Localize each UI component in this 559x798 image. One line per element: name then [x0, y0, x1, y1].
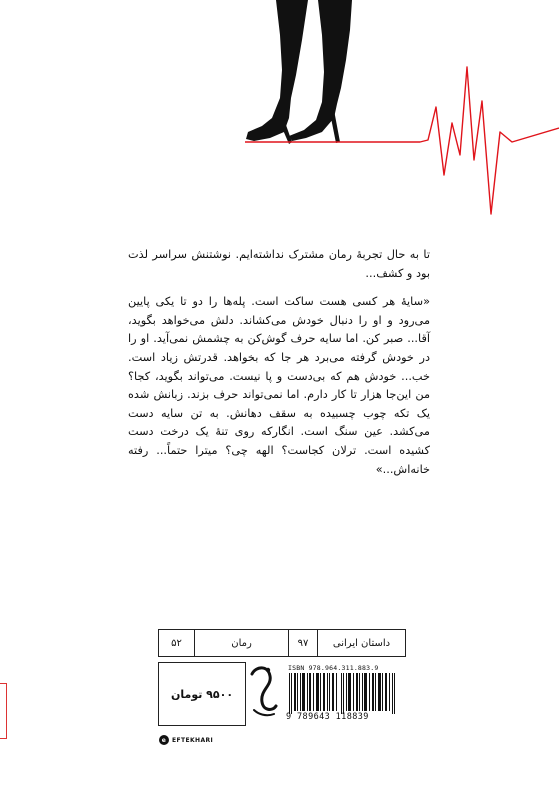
left-heel	[283, 125, 292, 144]
category-code: ۹۷	[288, 630, 317, 656]
publisher-imprint	[159, 735, 213, 745]
genre-code: ۵۲	[171, 637, 182, 649]
isbn-number: ISBN 978.964.311.883.9	[288, 664, 379, 672]
high-heel-legs-silhouette	[246, 0, 352, 144]
catalog-row	[158, 629, 406, 657]
right-heel	[331, 110, 340, 143]
publisher-logo	[246, 662, 282, 724]
category-label: داستان ایرانی	[317, 630, 405, 656]
genre-label: رمان	[194, 630, 288, 656]
left-leg	[246, 0, 308, 141]
cover-illustration	[0, 0, 559, 240]
barcode-digits: 9 789643 118839	[286, 712, 369, 722]
price-box	[158, 662, 246, 726]
publisher-e-icon: e	[159, 735, 169, 745]
spine-edge-mark	[0, 683, 7, 739]
back-cover-blurb	[128, 246, 430, 479]
blurb-excerpt: «سایهٔ هر کسی هست ساکت است. پله‌ها را دو تا یکی پایین می‌رود و او را دنبال خودش می‌کشاند. دلش می‌خواهد بگوید، آقا... صبر کن. اما سایه حرف گوش‌کن به چشمش نمی‌آید. او را در خودش گرفته می‌برد هر جا که بخواهد. قدرتش زیاد است. خب... خودش هم که بی‌دست و پا نیست. می‌تواند بگوید، کجا؟ من این‌جا هزار تا کار دارم. اما نمی‌تواند حرف بزند. زبانش شده یک تکه چوب چسبیده به سقف دهانش. به تن سایه دست می‌کشد. عین سنگ است. انگارکه روی تنهٔ یک درخت دست کشیده است. ترلان کجاست؟ الهه چی؟ میترا حتماً... رفته خانه‌اش...»	[128, 295, 430, 476]
blurb-intro: تا به حال تجربهٔ رمان مشترک نداشته‌ایم. نوشتنش سراسر لذت بود و کشف...	[128, 248, 430, 280]
publisher-name: EFTEKHARI	[172, 736, 214, 744]
price-label: ۹۵۰۰ تومان	[170, 687, 234, 701]
